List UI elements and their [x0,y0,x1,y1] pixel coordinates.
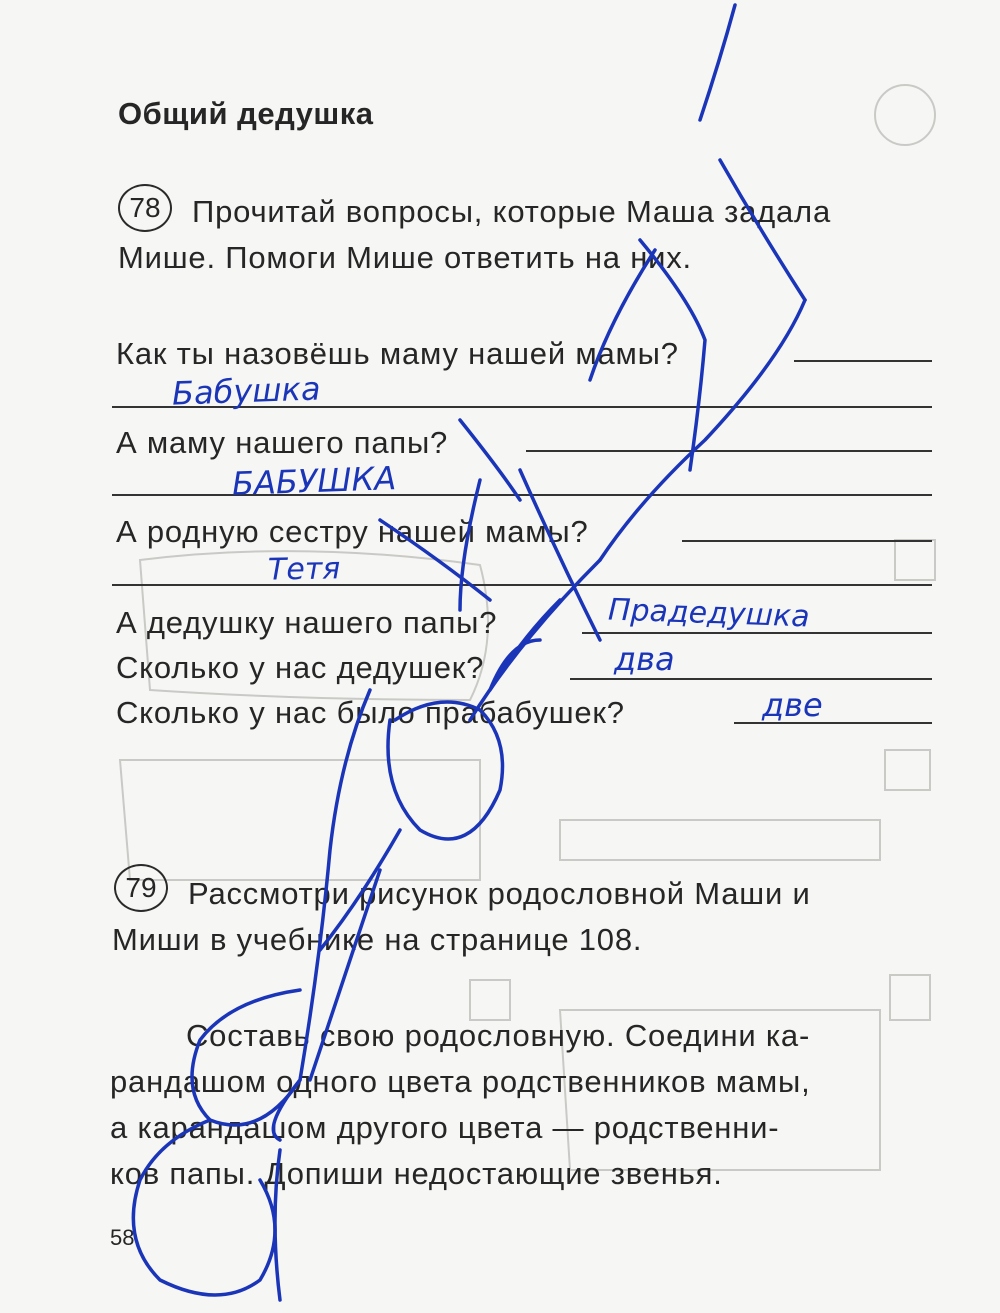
section-title: Общий дедушка [118,96,374,131]
task-79-line1: Рассмотри рисунок родословной Маши и [188,876,811,911]
question-text: Сколько у нас было прабабушек? [116,695,625,730]
handwritten-answer: два [614,640,675,678]
question-text: А родную сестру нашей мамы? [116,514,589,549]
question-text: Сколько у нас дедушек? [116,650,485,685]
task-number: 79 [125,872,157,903]
question-text: А дедушку нашего папы? [116,605,498,640]
handwritten-answer: Тетя [267,551,341,588]
task-number: 78 [129,192,161,223]
question-text: Как ты назовёшь маму нашей мамы? [116,336,679,371]
handwritten-answer: Бабушка [171,369,322,413]
handwritten-answer: БАБУШКА [231,459,397,503]
page-number: 58 [110,1225,135,1250]
handwritten-answer: Прадедушка [607,592,811,635]
task-78-intro-line2: Мише. Помоги Мише ответить на них. [118,240,692,275]
task-78-intro-line1: Прочитай вопросы, которые Маша задала [192,194,831,229]
task-79-paragraph-line3: а карандашом другого цвета — родственни- [110,1110,780,1145]
task-79-line2: Миши в учебнике на странице 108. [112,922,643,957]
task-79-paragraph-line2: рандашом одного цвета родственников мамы, [110,1064,811,1099]
task-79-paragraph-line1: Составь свою родословную. Соедини ка- [186,1018,811,1053]
question-text: А маму нашего папы? [116,425,449,460]
task-79-paragraph-line4: ков папы. Допиши недостающие звенья. [110,1156,723,1191]
handwritten-answer: две [762,686,823,724]
